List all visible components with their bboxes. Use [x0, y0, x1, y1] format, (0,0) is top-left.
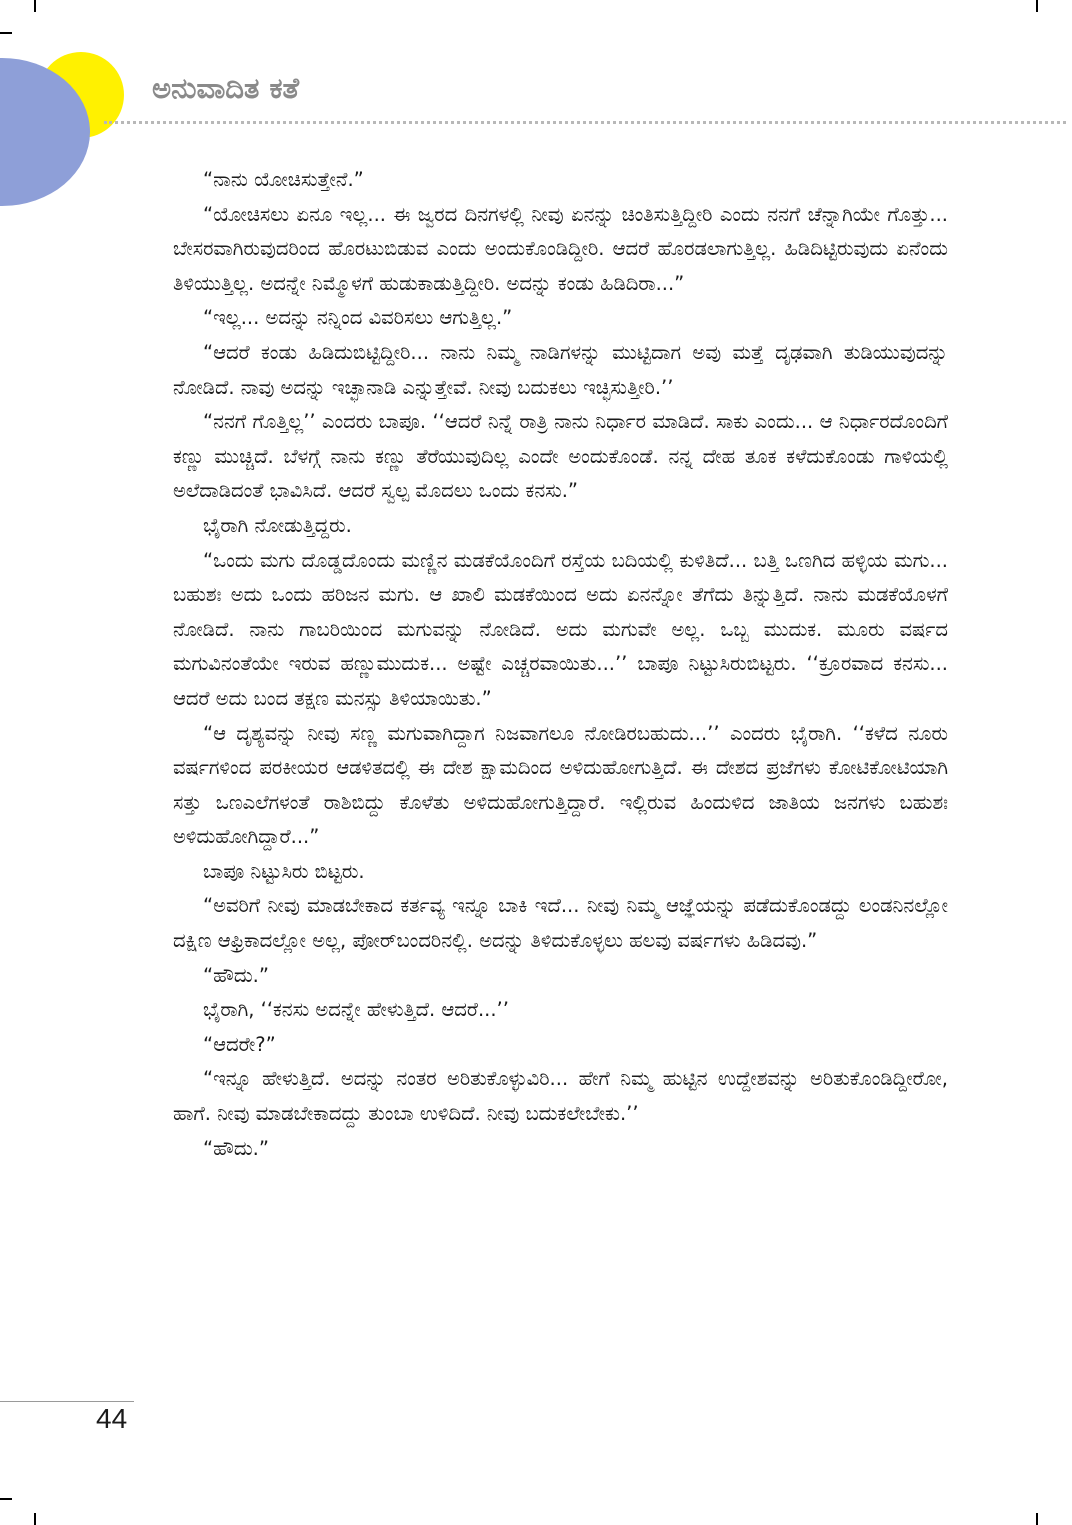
story-paragraph: “ಆದರೇ?”	[203, 1032, 276, 1056]
story-paragraph: “ನನಗೆ ಗೊತ್ತಿಲ್ಲ’’ ಎಂದರು ಬಾಪೂ. ‘‘ಆದರೆ ನಿನ್ನೆ ರಾತ್ರಿ ನಾನು ನಿರ್ಧಾರ ಮಾಡಿದೆ. ಸಾಕು ಎಂದು... ಆ ನಿರ್ಧಾರದೊಂದಿಗೆ ಕಣ್ಣು ಮುಚ್ಚಿದೆ. ಬೆಳಗ್ಗೆ ನಾನು ಕಣ್ಣು ತೆರೆಯುವುದಿಲ್ಲ ಎಂದೇ ಅಂದುಕೊಂಡೆ. ನನ್ನ ದೇಹ ತೂಕ ಕಳೆದುಕೊಂಡು ಗಾಳಿಯಲ್ಲಿ ಅಲೆದಾಡಿದಂತೆ ಭಾವಿಸಿದೆ. ಆದರೆ ಸ್ವಲ್ಪ ಮೊದಲು ಒಂದು ಕನಸು.”	[173, 410, 948, 503]
story-paragraph: “ಹೌದು.”	[203, 1136, 269, 1160]
story-paragraph: “ಇನ್ನೂ ಹೇಳುತ್ತಿದೆ. ಅದನ್ನು ನಂತರ ಅರಿತುಕೊಳ್ಳುವಿರಿ... ಹೇಗೆ ನಿಮ್ಮ ಹುಟ್ಟಿನ ಉದ್ದೇಶವನ್ನು ಅರಿತುಕೊಂಡಿದ್ದೀರೋ, ಹಾಗೆ. ನೀವು ಮಾಡಬೇಕಾದದ್ದು ತುಂಬಾ ಉಳಿದಿದೆ. ನೀವು ಬದುಕಲೇಬೇಕು.’’	[173, 1067, 948, 1126]
crop-mark	[1036, 1513, 1038, 1525]
story-paragraph: “ನಾನು ಯೋಚಿಸುತ್ತೇನೆ.”	[203, 168, 364, 191]
crop-mark	[34, 1513, 36, 1525]
crop-mark	[34, 0, 36, 12]
crop-mark	[0, 1498, 12, 1500]
story-paragraph: “ಯೋಚಿಸಲು ಏನೂ ಇಲ್ಲ... ಈ ಜ್ವರದ ದಿನಗಳಲ್ಲಿ ನೀವು ಏನನ್ನು ಚಿಂತಿಸುತ್ತಿದ್ದೀರಿ ಎಂದು ನನಗೆ ಚೆನ್ನಾಗಿಯೇ ಗೊತ್ತು... ಬೇಸರವಾಗಿರುವುದರಿಂದ ಹೊರಟುಬಿಡುವ ಎಂದು ಅಂದುಕೊಂಡಿದ್ದೀರಿ. ಆದರೆ ಹೊರಡಲಾಗುತ್ತಿಲ್ಲ. ಹಿಡಿದಿಟ್ಟಿರುವುದು ಏನೆಂದು ತಿಳಿಯುತ್ತಿಲ್ಲ. ಅದನ್ನೇ ನಿಮ್ಮೊಳಗೆ ಹುಡುಕಾಡುತ್ತಿದ್ದೀರಿ. ಅದನ್ನು ಕಂಡು ಹಿಡಿದಿರಾ...”	[173, 202, 948, 295]
crop-mark	[0, 32, 12, 34]
story-paragraph: “ಅವರಿಗೆ ನೀವು ಮಾಡಬೇಕಾದ ಕರ್ತವ್ಯ ಇನ್ನೂ ಬಾಕಿ ಇದೆ... ನೀವು ನಿಮ್ಮ ಆಜ್ಞೆಯನ್ನು ಪಡೆದುಕೊಂಡದ್ದು ಲಂಡನಿನಲ್ಲೋ ದಕ್ಷಿಣ ಆಫ್ರಿಕಾದಲ್ಲೋ ಅಲ್ಲ, ಪೋರ್‌ಬಂದರಿನಲ್ಲಿ. ಅದನ್ನು ತಿಳಿದುಕೊಳ್ಳಲು ಹಲವು ವರ್ಷಗಳು ಹಿಡಿದವು.”	[173, 894, 948, 953]
story-paragraph: “ಆದರೆ ಕಂಡು ಹಿಡಿದುಬಿಟ್ಟಿದ್ದೀರಿ... ನಾನು ನಿಮ್ಮ ನಾಡಿಗಳನ್ನು ಮುಟ್ಟಿದಾಗ ಅವು ಮತ್ತೆ ದೃಢವಾಗಿ ತುಡಿಯುವುದನ್ನು ನೋಡಿದೆ. ನಾವು ಅದನ್ನು ಇಚ್ಛಾನಾಡಿ ಎನ್ನುತ್ತೇವೆ. ನೀವು ಬದುಕಲು ಇಚ್ಛಿಸುತ್ತೀರಿ.’’	[173, 340, 948, 399]
story-paragraph: ಭೈರಾಗಿ, ‘‘ಕನಸು ಅದನ್ನೇ ಹೇಳುತ್ತಿದೆ. ಆದರೆ...’’	[203, 998, 509, 1022]
story-paragraph: “ಹೌದು.”	[203, 963, 269, 987]
crop-mark	[1036, 0, 1038, 12]
page-number: 44	[96, 1403, 128, 1434]
story-paragraph: ಭೈರಾಗಿ ನೋಡುತ್ತಿದ್ದರು.	[203, 513, 352, 537]
header-dotted-divider	[104, 121, 1066, 124]
story-paragraph: ಬಾಪೂ ನಿಟ್ಟುಸಿರು ಬಿಟ್ಟರು.	[203, 859, 365, 883]
story-body	[173, 163, 948, 1166]
story-paragraph: “ಇಲ್ಲ... ಅದನ್ನು ನನ್ನಿಂದ ವಿವರಿಸಲು ಆಗುತ್ತಿಲ್ಲ.”	[203, 306, 513, 330]
story-paragraph: “ಆ ದೃಶ್ಯವನ್ನು ನೀವು ಸಣ್ಣ ಮಗುವಾಗಿದ್ದಾಗ ನಿಜವಾಗಲೂ ನೋಡಿರಬಹುದು...’’ ಎಂದರು ಭೈರಾಗಿ. ‘‘ಕಳೆದ ನೂರು ವರ್ಷಗಳಿಂದ ಪರಕೀಯರ ಆಡಳಿತದಲ್ಲಿ ಈ ದೇಶ ಕ್ಷಾಮದಿಂದ ಅಳಿದುಹೋಗುತ್ತಿದೆ. ಈ ದೇಶದ ಪ್ರಜೆಗಳು ಕೋಟಿಕೋಟಿಯಾಗಿ ಸತ್ತು ಒಣಎಲೆಗಳಂತೆ ರಾಶಿಬಿದ್ದು ಕೊಳೆತು ಅಳಿದುಹೋಗುತ್ತಿದ್ದಾರೆ. ಇಲ್ಲಿರುವ ಹಿಂದುಳಿದ ಜಾತಿಯ ಜನಗಳು ಬಹುಶಃ ಅಳಿದುಹೋಗಿದ್ದಾರೆ...”	[173, 721, 948, 849]
story-paragraph: “ಒಂದು ಮಗು ದೊಡ್ಡದೊಂದು ಮಣ್ಣಿನ ಮಡಕೆಯೊಂದಿಗೆ ರಸ್ತೆಯ ಬದಿಯಲ್ಲಿ ಕುಳಿತಿದೆ... ಬತ್ತಿ ಒಣಗಿದ ಹಳ್ಳಿಯ ಮಗು... ಬಹುಶಃ ಅದು ಒಂದು ಹರಿಜನ ಮಗು. ಆ ಖಾಲಿ ಮಡಕೆಯಿಂದ ಅದು ಏನನ್ನೋ ತೆಗೆದು ತಿನ್ನುತ್ತಿದೆ. ನಾನು ಮಡಕೆಯೊಳಗೆ ನೋಡಿದೆ. ನಾನು ಗಾಬರಿಯಿಂದ ಮಗುವನ್ನು ನೋಡಿದೆ. ಅದು ಮಗುವೇ ಅಲ್ಲ. ಒಬ್ಬ ಮುದುಕ. ಮೂರು ವರ್ಷದ ಮಗುವಿನಂತೆಯೇ ಇರುವ ಹಣ್ಣುಮುದುಕ... ಅಷ್ಟೇ ಎಚ್ಚರವಾಯಿತು...’’ ಬಾಪೂ ನಿಟ್ಟುಸಿರುಬಿಟ್ಟರು. ‘‘ಕ್ರೂರವಾದ ಕನಸು... ಆದರೆ ಅದು ಬಂದ ತಕ್ಷಣ ಮನಸ್ಸು ತಿಳಿಯಾಯಿತು.”	[173, 548, 948, 710]
section-title: ಅನುವಾದಿತ ಕತೆ	[152, 71, 300, 105]
